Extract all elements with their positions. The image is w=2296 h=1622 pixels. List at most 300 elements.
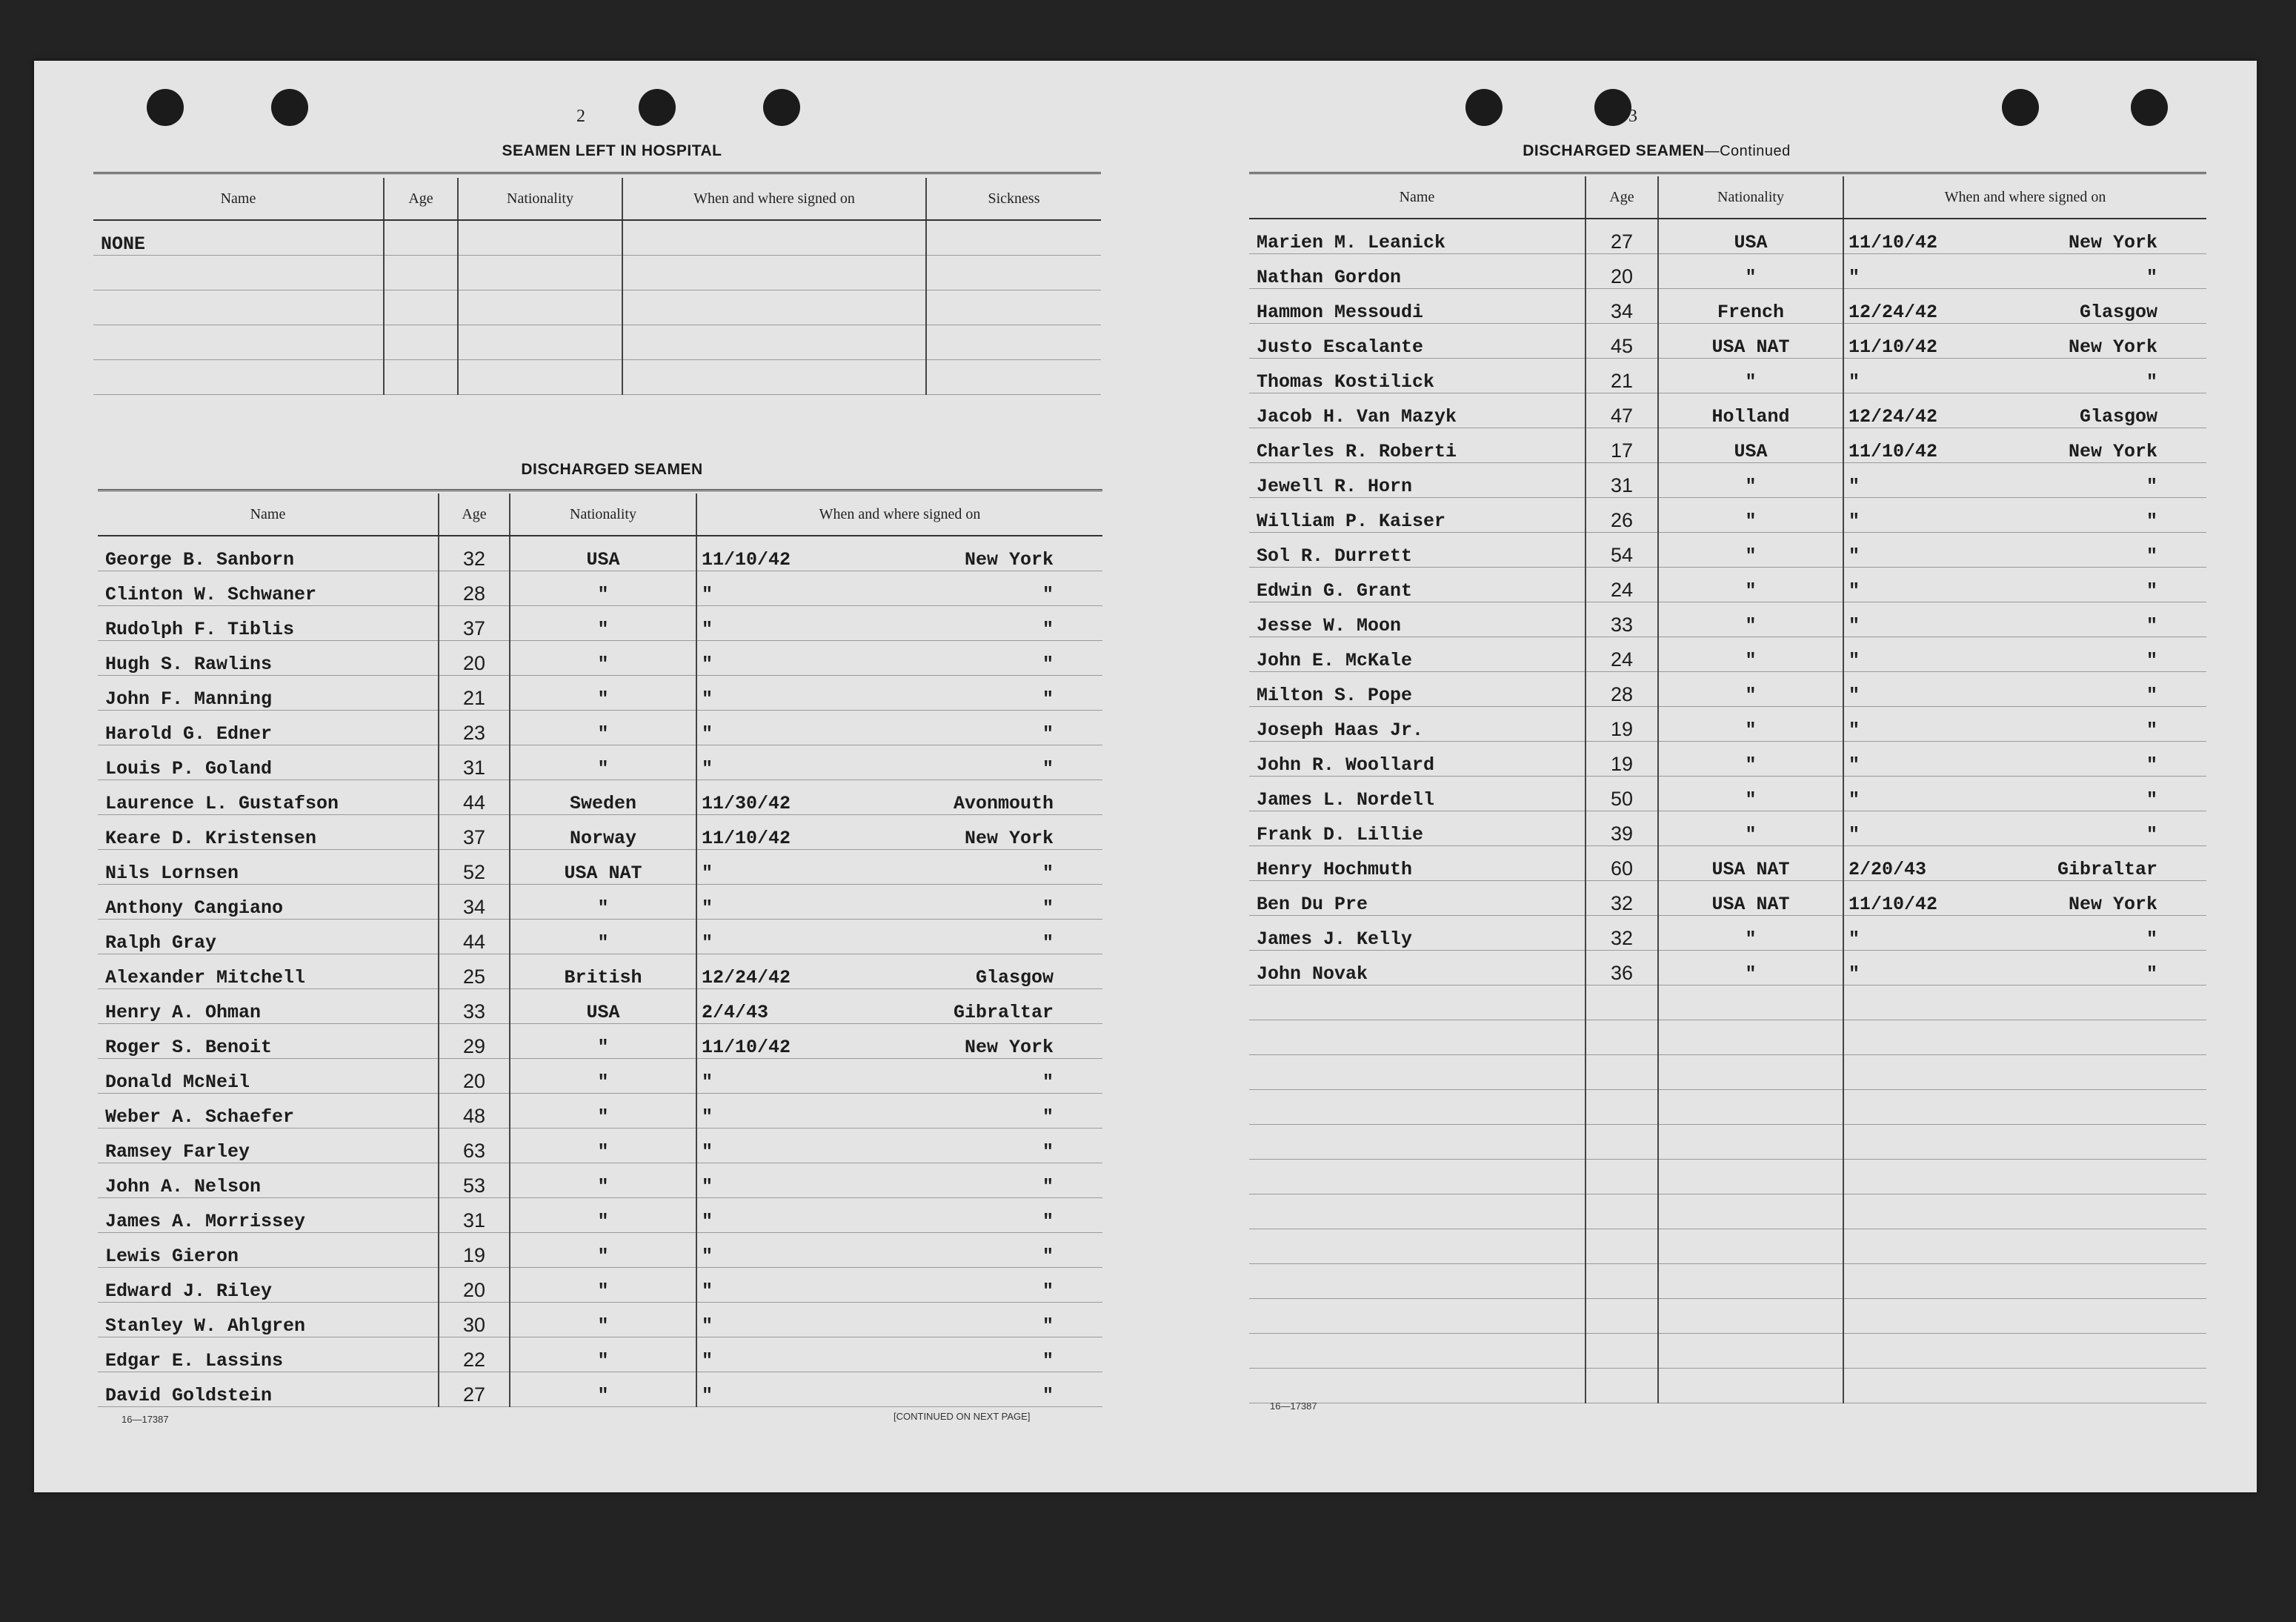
punch-hole <box>1594 89 1631 126</box>
signed-on-place: " <box>1042 1350 1054 1372</box>
seaman-age: 20 <box>1585 254 1658 289</box>
blank-cell <box>1658 1369 1843 1403</box>
table-row <box>98 850 1102 885</box>
signed-on-date: " <box>702 897 713 919</box>
signed-on-cell <box>696 920 1102 954</box>
seaman-age: 28 <box>1585 672 1658 707</box>
seaman-nationality: " <box>510 1303 696 1337</box>
signed-on-date: " <box>702 862 713 884</box>
signed-on <box>702 897 1098 919</box>
discharged-table-continued <box>1249 176 2206 1403</box>
signed-on <box>1849 615 2202 636</box>
seaman-name: Ralph Gray <box>98 920 439 954</box>
seaman-nationality: British <box>510 954 696 989</box>
seaman-name: Henry A. Ohman <box>98 989 439 1024</box>
signed-on-date: " <box>702 1106 713 1128</box>
seaman-age: 44 <box>439 920 510 954</box>
signed-on-cell <box>1843 393 2206 428</box>
col-header-age: Age <box>1585 176 1658 219</box>
signed-on-cell <box>696 1163 1102 1198</box>
signed-on <box>702 1280 1098 1302</box>
crew-list-sheet <box>34 61 2257 1492</box>
blank-row <box>1249 1229 2206 1264</box>
seaman-name: David Goldstein <box>98 1372 439 1407</box>
signed-on-date: 11/10/42 <box>702 1037 791 1058</box>
signed-on-date: 12/24/42 <box>1849 406 1938 428</box>
table-row <box>1249 951 2206 986</box>
blank-cell <box>1249 1334 1585 1369</box>
signed-on <box>702 1037 1098 1058</box>
seaman-name: Frank D. Lillie <box>1249 811 1585 846</box>
table-row <box>98 1024 1102 1059</box>
seaman-age: 29 <box>439 1024 510 1059</box>
signed-on <box>702 1211 1098 1232</box>
signed-on-place: " <box>2146 685 2157 706</box>
blank-cell <box>1585 1090 1658 1125</box>
signed-on-place: " <box>1042 932 1054 954</box>
seaman-name: Ramsey Farley <box>98 1129 439 1163</box>
signed-on <box>702 1071 1098 1093</box>
table-row <box>98 1094 1102 1129</box>
seaman-nationality: " <box>510 1094 696 1129</box>
blank-cell <box>1843 1055 2206 1090</box>
blank-cell <box>1249 1160 1585 1194</box>
signed-on-cell <box>1843 533 2206 568</box>
punch-hole <box>2131 89 2168 126</box>
col-header-sickness: Sickness <box>926 178 1101 220</box>
punch-hole <box>2002 89 2039 126</box>
signed-on-cell <box>696 606 1102 641</box>
seaman-age: 24 <box>1585 637 1658 672</box>
signed-on-cell <box>1843 289 2206 324</box>
table-row <box>93 325 1101 360</box>
signed-on-place: " <box>1042 619 1054 640</box>
seaman-nationality: " <box>510 1372 696 1407</box>
signed-on-place: " <box>1042 1385 1054 1406</box>
signed-on-cell <box>1843 219 2206 254</box>
seaman-age: 39 <box>1585 811 1658 846</box>
page-left <box>34 61 1145 1492</box>
signed-on <box>1849 406 2202 428</box>
signed-on-date: 2/20/43 <box>1849 859 1927 880</box>
col-header-name: Name <box>1249 176 1585 219</box>
signed-on-place: New York <box>964 828 1054 849</box>
blank-cell <box>1843 1090 2206 1125</box>
signed-on <box>702 1315 1098 1337</box>
seaman-nationality: " <box>1658 811 1843 846</box>
signed-on-date: 11/10/42 <box>1849 441 1938 462</box>
signed-on-date: " <box>1849 928 1860 950</box>
signed-on <box>702 967 1098 988</box>
seaman-age: 34 <box>439 885 510 920</box>
signed-on-place: New York <box>2068 441 2157 462</box>
seaman-nationality: " <box>1658 742 1843 777</box>
signed-on <box>1849 371 2202 393</box>
signed-on-cell <box>696 989 1102 1024</box>
blank-row <box>1249 1055 2206 1090</box>
signed-on <box>702 1106 1098 1128</box>
table-row <box>1249 498 2206 533</box>
signed-on-cell <box>696 1337 1102 1372</box>
signed-on-place: Avonmouth <box>953 793 1054 814</box>
signed-on-date: 11/10/42 <box>1849 336 1938 358</box>
blank-row <box>1249 1194 2206 1229</box>
signed-on-cell <box>696 885 1102 920</box>
table-row <box>1249 428 2206 463</box>
blank-cell <box>1658 1194 1843 1229</box>
blank-cell <box>1249 1055 1585 1090</box>
seaman-nationality: Norway <box>510 815 696 850</box>
seaman-age: 27 <box>439 1372 510 1407</box>
seaman-name: Ben Du Pre <box>1249 881 1585 916</box>
blank-cell <box>1585 1125 1658 1160</box>
seaman-nationality: " <box>510 885 696 920</box>
page-number: 2 <box>576 107 585 126</box>
seaman-age: 31 <box>439 745 510 780</box>
signed-on-date: " <box>702 1280 713 1302</box>
seaman-age: 19 <box>1585 742 1658 777</box>
signed-on-date: 11/10/42 <box>1849 232 1938 253</box>
signed-on-date: " <box>702 1246 713 1267</box>
table-row <box>93 220 1101 256</box>
table-row <box>98 1372 1102 1407</box>
seaman-age: 20 <box>439 1268 510 1303</box>
table-row <box>98 1059 1102 1094</box>
signed-on-place: Glasgow <box>975 967 1054 988</box>
signed-on <box>1849 719 2202 741</box>
table-row <box>98 571 1102 606</box>
signed-on-date: " <box>1849 580 1860 602</box>
page-number: 3 <box>1628 107 1637 126</box>
seaman-age: 21 <box>1585 359 1658 393</box>
seaman-name: Lewis Gieron <box>98 1233 439 1268</box>
signed-on-cell <box>696 1303 1102 1337</box>
seaman-nationality: " <box>510 920 696 954</box>
seaman-nationality: " <box>510 1024 696 1059</box>
signed-on-place: " <box>2146 963 2157 985</box>
table-row <box>93 256 1101 290</box>
signed-on-place: " <box>1042 1176 1054 1197</box>
signed-on <box>1849 685 2202 706</box>
signed-on-cell <box>1843 916 2206 951</box>
discharged-table <box>98 493 1102 1407</box>
table-row <box>98 1268 1102 1303</box>
table-row <box>1249 463 2206 498</box>
col-header-nationality: Nationality <box>1658 176 1843 219</box>
signed-on-place: " <box>1042 1246 1054 1267</box>
seaman-name: Nils Lornsen <box>98 850 439 885</box>
seaman-name: John Novak <box>1249 951 1585 986</box>
signed-on-cell <box>1843 359 2206 393</box>
seaman-nationality: " <box>1658 533 1843 568</box>
seaman-nationality: Holland <box>1658 393 1843 428</box>
blank-cell <box>1658 1055 1843 1090</box>
signed-on-date: " <box>702 723 713 745</box>
blank-cell <box>1658 1229 1843 1264</box>
table-row <box>98 1233 1102 1268</box>
signed-on-place: " <box>1042 1280 1054 1302</box>
table-row <box>1249 289 2206 324</box>
punch-hole <box>271 89 308 126</box>
form-number: 16—17387 <box>1270 1400 1317 1412</box>
table-row <box>98 780 1102 815</box>
rule <box>1249 172 2206 174</box>
signed-on-cell <box>696 1268 1102 1303</box>
signed-on <box>1849 789 2202 811</box>
seaman-age: 37 <box>439 606 510 641</box>
table-row <box>98 1303 1102 1337</box>
table-row <box>98 676 1102 711</box>
col-header-signed-on: When and where signed on <box>622 178 926 220</box>
signed-on <box>1849 824 2202 845</box>
seaman-name: Jesse W. Moon <box>1249 602 1585 637</box>
seaman-name: Marien M. Leanick <box>1249 219 1585 254</box>
blank-cell <box>1843 1369 2206 1403</box>
table-row <box>1249 846 2206 881</box>
seaman-nationality: " <box>510 1129 696 1163</box>
seaman-age: 63 <box>439 1129 510 1163</box>
signed-on-place: Gibraltar <box>2057 859 2157 880</box>
table-row <box>1249 742 2206 777</box>
seaman-name: Edgar E. Lassins <box>98 1337 439 1372</box>
blank-cell <box>1658 1299 1843 1334</box>
seaman-name: Rudolph F. Tiblis <box>98 606 439 641</box>
seaman-name: Laurence L. Gustafson <box>98 780 439 815</box>
signed-on-date: " <box>702 1385 713 1406</box>
signed-on-cell <box>1843 846 2206 881</box>
signed-on-date: " <box>1849 545 1860 567</box>
signed-on-cell <box>1843 428 2206 463</box>
table-row <box>98 954 1102 989</box>
signed-on-date: " <box>702 1176 713 1197</box>
seaman-age: 32 <box>1585 916 1658 951</box>
col-header-age: Age <box>384 178 458 220</box>
signed-on <box>702 828 1098 849</box>
signed-on-place: Gibraltar <box>953 1002 1054 1023</box>
seaman-age: 44 <box>439 780 510 815</box>
seaman-name: Henry Hochmuth <box>1249 846 1585 881</box>
seaman-age: 27 <box>1585 219 1658 254</box>
signed-on <box>1849 754 2202 776</box>
table-row <box>1249 359 2206 393</box>
signed-on-place: New York <box>964 549 1054 571</box>
seaman-name: Hugh S. Rawlins <box>98 641 439 676</box>
table-row <box>1249 637 2206 672</box>
blank-cell <box>1843 986 2206 1020</box>
blank-cell <box>1843 1020 2206 1055</box>
seaman-nationality: USA <box>1658 428 1843 463</box>
signed-on <box>1849 476 2202 497</box>
table-row <box>98 711 1102 745</box>
signed-on-place: New York <box>2068 232 2157 253</box>
seaman-name: Harold G. Edner <box>98 711 439 745</box>
seaman-name: Edward J. Riley <box>98 1268 439 1303</box>
seaman-age: 47 <box>1585 393 1658 428</box>
seaman-name: Milton S. Pope <box>1249 672 1585 707</box>
seaman-nationality: USA <box>510 536 696 571</box>
table-row <box>98 606 1102 641</box>
signed-on-date: " <box>1849 789 1860 811</box>
table-row <box>1249 254 2206 289</box>
punch-hole <box>1465 89 1503 126</box>
signed-on-place: " <box>1042 897 1054 919</box>
signed-on <box>1849 894 2202 915</box>
signed-on-place: " <box>2146 267 2157 288</box>
signed-on-date: " <box>1849 650 1860 671</box>
signed-on <box>1849 441 2202 462</box>
table-row <box>1249 916 2206 951</box>
table-row <box>98 1129 1102 1163</box>
seaman-name: Edwin G. Grant <box>1249 568 1585 602</box>
blank-row <box>1249 1264 2206 1299</box>
seaman-name: Hammon Messoudi <box>1249 289 1585 324</box>
signed-on <box>702 1385 1098 1406</box>
signed-on-date: 11/10/42 <box>702 549 791 571</box>
seaman-nationality: " <box>1658 637 1843 672</box>
hospital-entry: NONE <box>93 220 384 256</box>
table-row <box>93 290 1101 325</box>
seaman-name: William P. Kaiser <box>1249 498 1585 533</box>
signed-on <box>702 723 1098 745</box>
seaman-name: Weber A. Schaefer <box>98 1094 439 1129</box>
signed-on <box>1849 232 2202 253</box>
blank-row <box>1249 1125 2206 1160</box>
signed-on-cell <box>696 1024 1102 1059</box>
blank-cell <box>1249 1369 1585 1403</box>
seaman-age: 36 <box>1585 951 1658 986</box>
seaman-name: Clinton W. Schwaner <box>98 571 439 606</box>
seaman-nationality: " <box>510 745 696 780</box>
continued-note: [CONTINUED ON NEXT PAGE] <box>894 1411 1031 1422</box>
seaman-nationality: " <box>1658 498 1843 533</box>
signed-on-date: " <box>702 1141 713 1163</box>
signed-on <box>702 862 1098 884</box>
table-row <box>98 989 1102 1024</box>
seaman-age: 45 <box>1585 324 1658 359</box>
blank-cell <box>1843 1264 2206 1299</box>
seaman-nationality: " <box>510 711 696 745</box>
signed-on-date: " <box>702 932 713 954</box>
blank-cell <box>1249 1194 1585 1229</box>
seaman-name: Louis P. Goland <box>98 745 439 780</box>
signed-on-cell <box>1843 881 2206 916</box>
blank-cell <box>1658 1090 1843 1125</box>
seaman-name: John E. McKale <box>1249 637 1585 672</box>
blank-cell <box>1585 986 1658 1020</box>
seaman-name: Jewell R. Horn <box>1249 463 1585 498</box>
blank-row <box>1249 1020 2206 1055</box>
table-row <box>1249 533 2206 568</box>
seaman-name: Charles R. Roberti <box>1249 428 1585 463</box>
signed-on-date: " <box>702 584 713 605</box>
signed-on-place: " <box>2146 754 2157 776</box>
signed-on <box>702 758 1098 780</box>
seaman-age: 28 <box>439 571 510 606</box>
table-row <box>1249 393 2206 428</box>
seaman-name: Alexander Mitchell <box>98 954 439 989</box>
seaman-name: John F. Manning <box>98 676 439 711</box>
seaman-nationality: " <box>1658 951 1843 986</box>
col-header-signed-on: When and where signed on <box>696 493 1102 536</box>
seaman-age: 33 <box>1585 602 1658 637</box>
signed-on <box>1849 650 2202 671</box>
seaman-nationality: " <box>510 1059 696 1094</box>
signed-on-cell <box>696 850 1102 885</box>
seaman-name: Justo Escalante <box>1249 324 1585 359</box>
signed-on <box>702 1141 1098 1163</box>
signed-on-cell <box>696 1094 1102 1129</box>
seaman-nationality: " <box>1658 602 1843 637</box>
seaman-nationality: " <box>510 641 696 676</box>
signed-on-place: " <box>1042 1071 1054 1093</box>
blank-row <box>1249 986 2206 1020</box>
col-header-nationality: Nationality <box>510 493 696 536</box>
signed-on-cell <box>696 711 1102 745</box>
page-right <box>1145 61 2257 1492</box>
hospital-table <box>93 178 1101 395</box>
signed-on <box>1849 511 2202 532</box>
blank-cell <box>1585 1194 1658 1229</box>
seaman-nationality: " <box>510 676 696 711</box>
signed-on <box>702 688 1098 710</box>
table-row <box>98 920 1102 954</box>
blank-cell <box>1658 986 1843 1020</box>
seaman-age: 25 <box>439 954 510 989</box>
signed-on-cell <box>696 1198 1102 1233</box>
signed-on-place: " <box>2146 545 2157 567</box>
blank-cell <box>1249 1299 1585 1334</box>
table-row <box>1249 811 2206 846</box>
seaman-nationality: " <box>510 1198 696 1233</box>
discharged-continued-heading <box>1323 142 1990 160</box>
blank-cell <box>1843 1125 2206 1160</box>
signed-on-date: " <box>1849 685 1860 706</box>
table-row <box>1249 777 2206 811</box>
seaman-age: 53 <box>439 1163 510 1198</box>
signed-on-date: 11/30/42 <box>702 793 791 814</box>
seaman-nationality: USA NAT <box>510 850 696 885</box>
seaman-age: 31 <box>1585 463 1658 498</box>
seaman-age: 33 <box>439 989 510 1024</box>
signed-on-cell <box>696 1129 1102 1163</box>
table-row <box>98 815 1102 850</box>
signed-on-date: " <box>702 1071 713 1093</box>
seaman-age: 32 <box>1585 881 1658 916</box>
signed-on-place: " <box>1042 723 1054 745</box>
blank-cell <box>1249 986 1585 1020</box>
seaman-name: Roger S. Benoit <box>98 1024 439 1059</box>
blank-cell <box>1249 1229 1585 1264</box>
signed-on <box>702 1350 1098 1372</box>
blank-row <box>1249 1369 2206 1403</box>
seaman-age: 31 <box>439 1198 510 1233</box>
blank-cell <box>1843 1160 2206 1194</box>
blank-cell <box>1585 1369 1658 1403</box>
blank-cell <box>1843 1194 2206 1229</box>
signed-on <box>702 654 1098 675</box>
signed-on-place: " <box>1042 584 1054 605</box>
signed-on-cell <box>1843 254 2206 289</box>
signed-on-place: " <box>2146 476 2157 497</box>
seaman-name: Nathan Gordon <box>1249 254 1585 289</box>
signed-on-date: 11/10/42 <box>702 828 791 849</box>
signed-on-place: " <box>1042 862 1054 884</box>
signed-on-place: " <box>1042 1211 1054 1232</box>
blank-cell <box>1585 1299 1658 1334</box>
signed-on-cell <box>1843 811 2206 846</box>
signed-on-place: " <box>1042 758 1054 780</box>
blank-cell <box>1658 1334 1843 1369</box>
